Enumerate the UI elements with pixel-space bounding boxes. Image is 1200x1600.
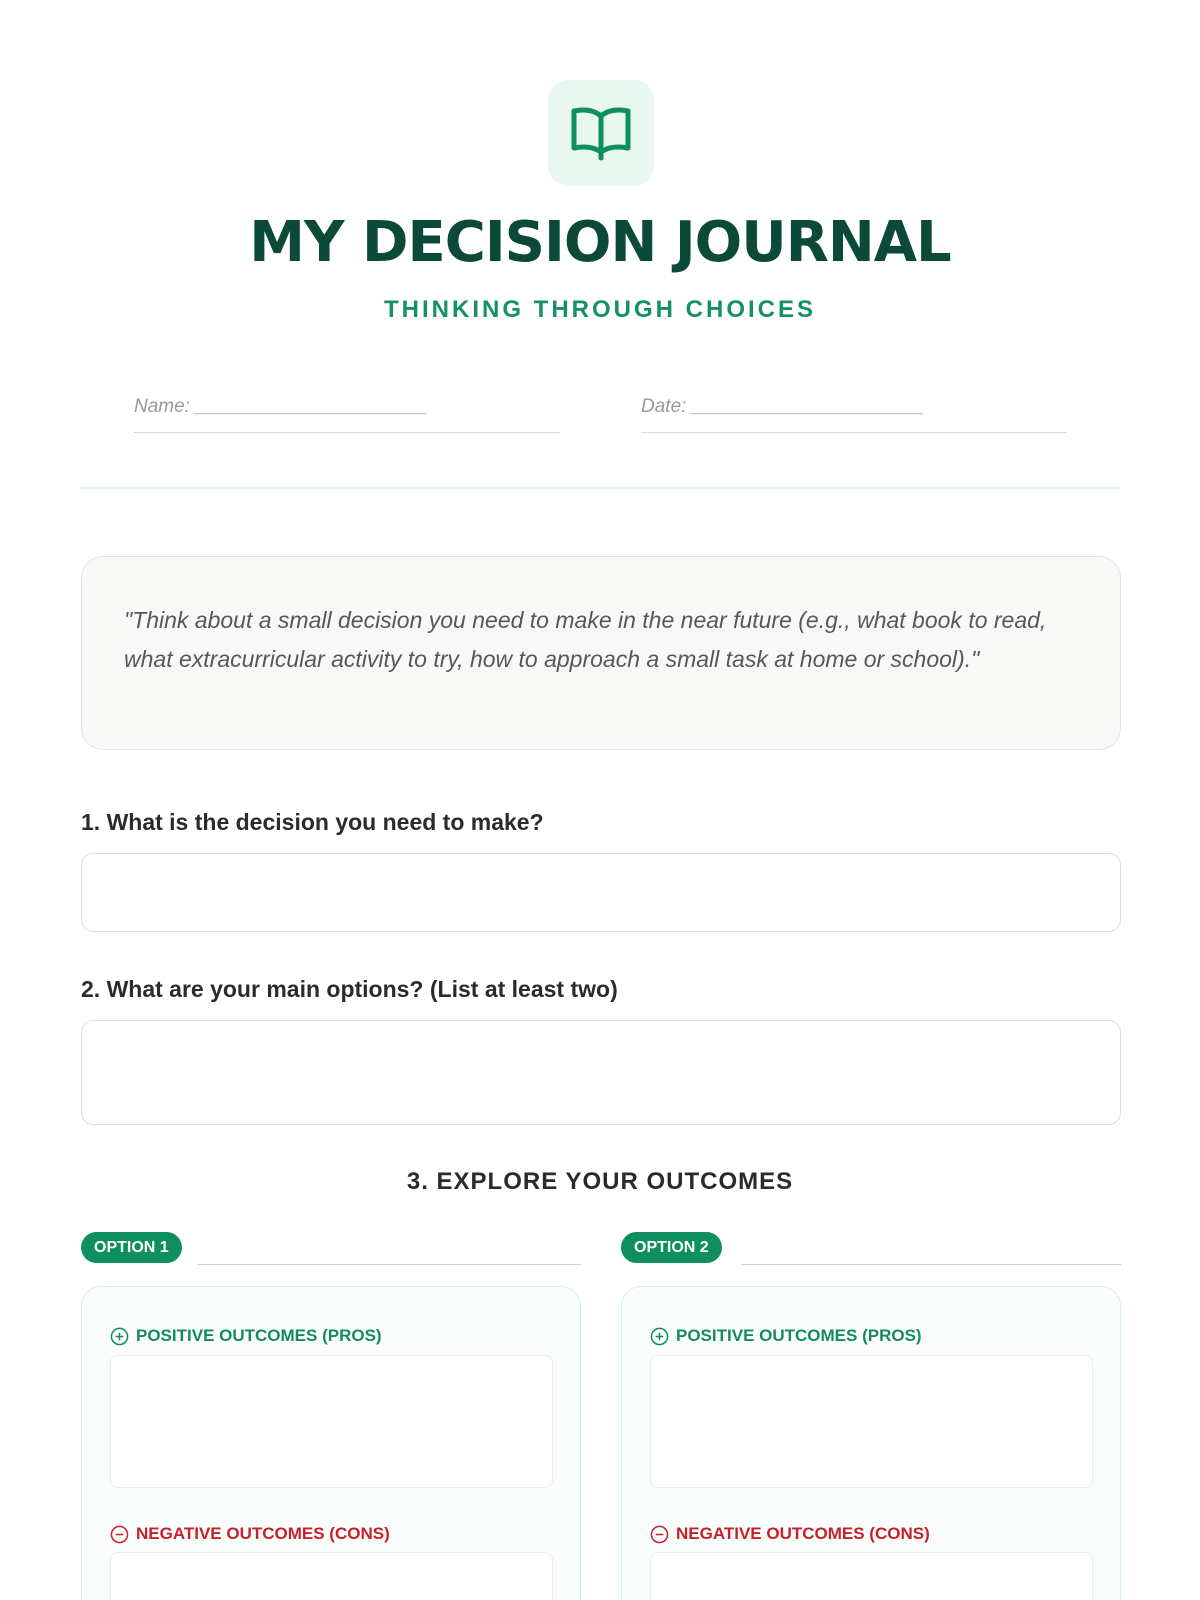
option-2-card — [621, 1286, 1121, 1600]
option-1-cons-text: NEGATIVE OUTCOMES (CONS) — [136, 1524, 390, 1543]
prompt-text: "Think about a small decision you need to make in the near future (e.g., what book to read, what extracurricular activity to try, how to approach a small task at home or school)." — [124, 607, 1047, 672]
minus-circle-icon — [110, 1525, 129, 1544]
logo-tile — [548, 80, 654, 186]
option-2-cons-field[interactable] — [650, 1552, 1093, 1600]
open-book-icon — [570, 104, 632, 162]
option-2-badge: OPTION 2 — [621, 1232, 722, 1263]
option-1-pros-label — [110, 1326, 382, 1346]
prompt-box — [81, 556, 1121, 750]
page-title: MY DECISION JOURNAL — [249, 210, 951, 275]
option-1-card — [81, 1286, 581, 1600]
option-1-name-line[interactable] — [198, 1264, 581, 1265]
header-divider — [81, 487, 1121, 489]
option-1-pros-text: POSITIVE OUTCOMES (PROS) — [136, 1326, 382, 1345]
outcomes-heading: 3. EXPLORE YOUR OUTCOMES — [406, 1168, 794, 1195]
option-1-pros-field[interactable] — [110, 1355, 553, 1488]
option-2-pros-text: POSITIVE OUTCOMES (PROS) — [676, 1326, 922, 1345]
option-2-cons-text: NEGATIVE OUTCOMES (CONS) — [676, 1524, 930, 1543]
question-2-answer-field[interactable] — [81, 1020, 1121, 1125]
option-1-badge: OPTION 1 — [81, 1232, 182, 1263]
name-field[interactable]: Name: ______________________ — [134, 396, 560, 433]
option-1-cons-label — [110, 1524, 390, 1544]
date-field[interactable]: Date: ______________________ — [641, 396, 1067, 433]
question-2-label: 2. What are your main options? (List at least two) — [81, 976, 618, 1002]
option-2-pros-label — [650, 1326, 922, 1346]
plus-circle-icon — [110, 1327, 129, 1346]
page-subtitle: THINKING THROUGH CHOICES — [384, 296, 816, 323]
option-2-name-line[interactable] — [741, 1264, 1121, 1265]
option-2-pros-field[interactable] — [650, 1355, 1093, 1488]
option-2-cons-label — [650, 1524, 930, 1544]
question-1-answer-field[interactable] — [81, 853, 1121, 932]
question-1-label: 1. What is the decision you need to make? — [81, 809, 544, 835]
minus-circle-icon — [650, 1525, 669, 1544]
option-1-cons-field[interactable] — [110, 1552, 553, 1600]
plus-circle-icon — [650, 1327, 669, 1346]
